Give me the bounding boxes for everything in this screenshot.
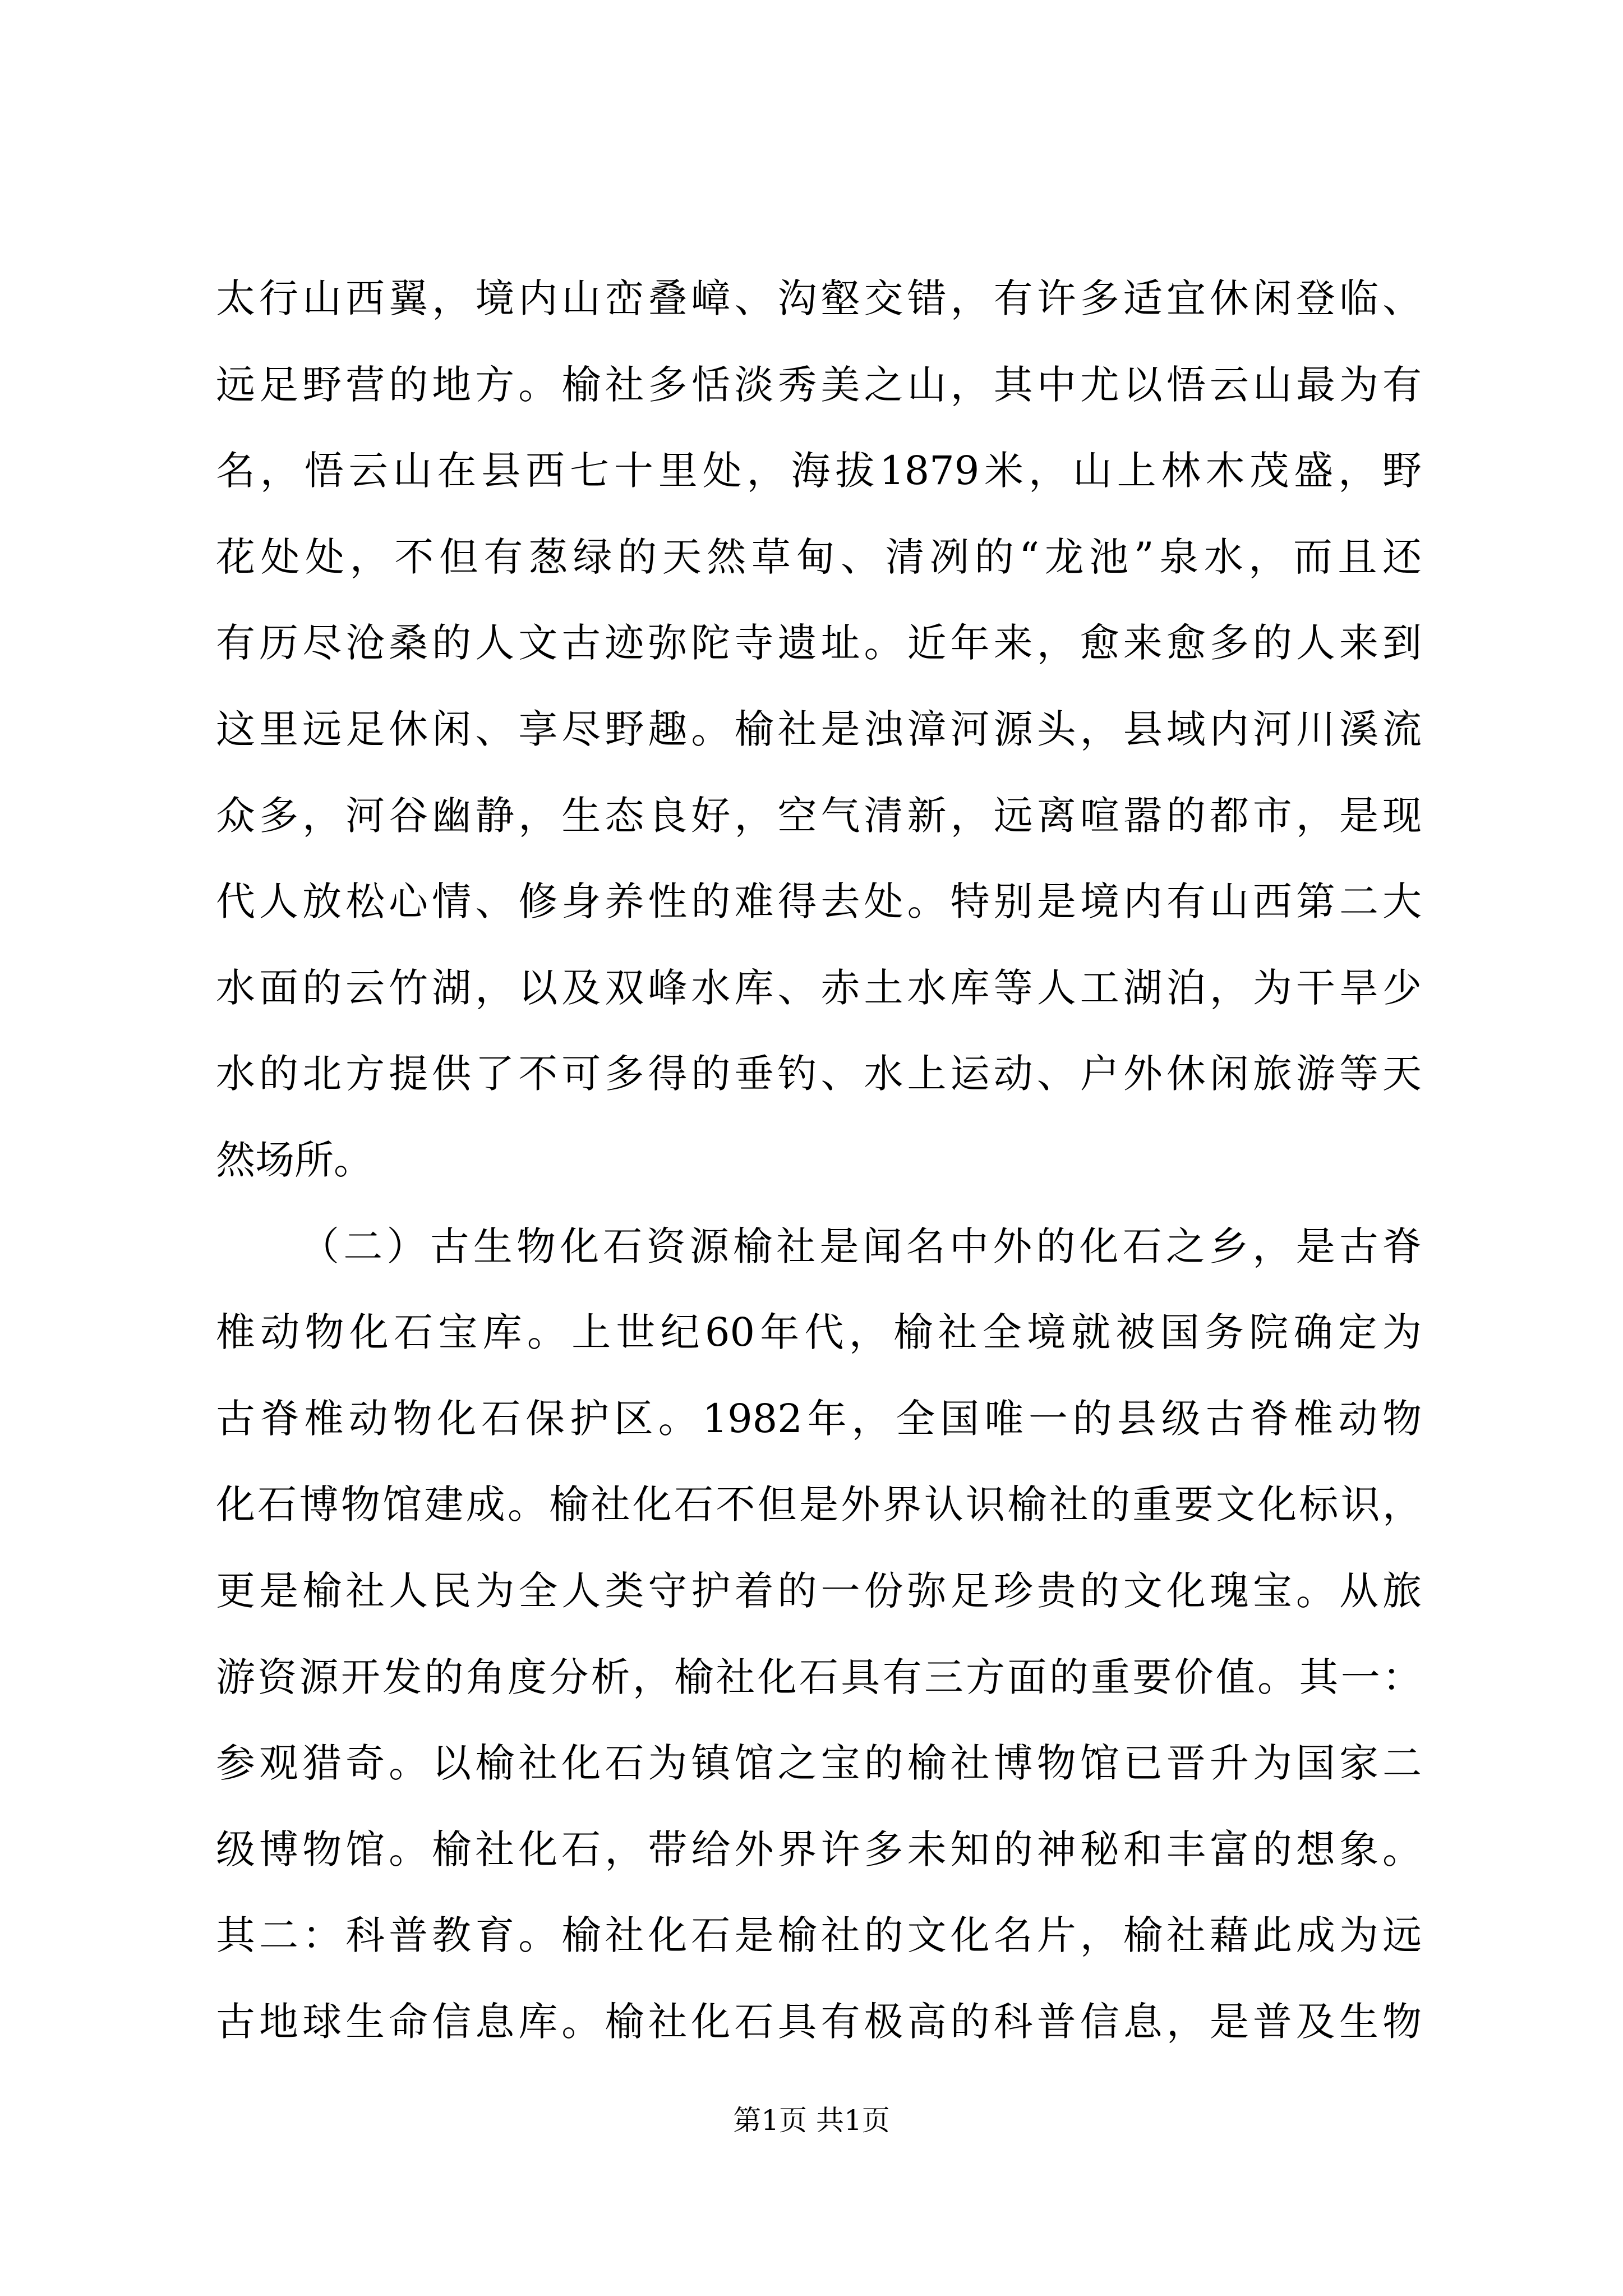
paragraph-1 (216, 256, 1422, 1204)
text-line: 众多，河谷幽静，生态良好，空气清新，远离喧嚣的都市，是现 (216, 792, 1422, 839)
document-body (216, 256, 1422, 2065)
text-line: （二）古生物化石资源榆社是闻名中外的化石之乡，是古脊 (300, 1223, 1422, 1269)
text-line: 这里远足休闲、享尽野趣。榆社是浊漳河源头，县域内河川溪流 (216, 706, 1422, 752)
text-line: 古地球生命信息库。榆社化石具有极高的科普信息，是普及生物 (216, 1998, 1422, 2045)
text-line: 参观猎奇。以榆社化石为镇馆之宝的榆社博物馆已晋升为国家二 (216, 1740, 1422, 1787)
text-line: 水面的云竹湖，以及双峰水库、赤土水库等人工湖泊，为干旱少 (216, 964, 1422, 1011)
text-line: 椎动物化石宝库。上世纪60年代，榆社全境就被国务院确定为 (216, 1309, 1422, 1356)
text-line: 名，悟云山在县西七十里处，海拔1879米，山上林木茂盛，野 (216, 448, 1422, 494)
text-line: 有历尽沧桑的人文古迹弥陀寺遗址。近年来，愈来愈多的人来到 (216, 620, 1422, 666)
text-line: 更是榆社人民为全人类守护着的一份弥足珍贵的文化瑰宝。从旅 (216, 1567, 1422, 1614)
paragraph-2 (216, 1204, 1422, 2065)
text-line: 化石博物馆建成。榆社化石不但是外界认识榆社的重要文化标识， (216, 1481, 1422, 1528)
text-line: 然场所。 (216, 1137, 373, 1183)
text-line: 远足野营的地方。榆社多恬淡秀美之山，其中尤以悟云山最为有 (216, 361, 1422, 408)
text-line: 花处处，不但有葱绿的天然草甸、清冽的“龙池”泉水，而且还 (216, 533, 1422, 580)
page-number-footer: 第1页 共1页 (733, 2104, 890, 2137)
text-line: 代人放松心情、修身养性的难得去处。特别是境内有山西第二大 (216, 878, 1422, 925)
text-line: 古脊椎动物化石保护区。1982年，全国唯一的县级古脊椎动物 (216, 1395, 1422, 1442)
text-line: 水的北方提供了不可多得的垂钓、水上运动、户外休闲旅游等天 (216, 1051, 1422, 1097)
text-line: 级博物馆。榆社化石，带给外界许多未知的神秘和丰富的想象。 (216, 1826, 1422, 1872)
text-line: 游资源开发的角度分析，榆社化石具有三方面的重要价值。其一： (216, 1654, 1422, 1700)
text-line: 其二：科普教育。榆社化石是榆社的文化名片，榆社藉此成为远 (216, 1912, 1422, 1959)
text-line: 太行山西翼，境内山峦叠嶂、沟壑交错，有许多适宜休闲登临、 (216, 275, 1422, 321)
